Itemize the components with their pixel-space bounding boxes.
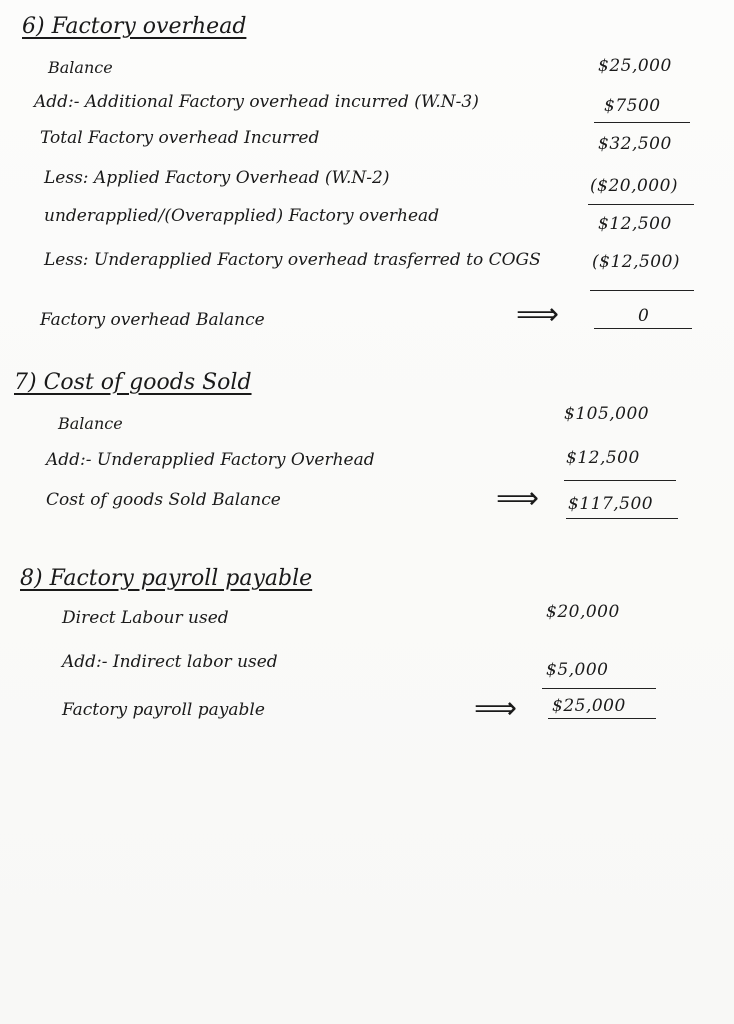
s8-row-indirect-amount: $5,000	[546, 660, 609, 680]
s8-underline-1	[542, 688, 656, 689]
s7-underline-2	[566, 518, 678, 519]
s6-row-additional-label: Add:- Additional Factory overhead incurred (W.N-3)	[34, 92, 479, 112]
s6-row-underapplied-amount: $12,500	[598, 214, 672, 234]
section-8-heading: 8) Factory payroll payable	[20, 566, 313, 591]
s6-row-total-label: Total Factory overhead Incurred	[40, 128, 320, 148]
s6-row-transfer-label: Less: Underapplied Factory overhead trasferred to COGS	[44, 250, 541, 270]
s6-row-applied-label: Less: Applied Factory Overhead (W.N-2)	[44, 168, 390, 188]
s7-row-add-label: Add:- Underapplied Factory Overhead	[46, 450, 375, 470]
s8-result-arrow: ⟹	[474, 691, 518, 726]
section-7-heading: 7) Cost of goods Sold	[14, 370, 252, 395]
s8-row-final-label: Factory payroll payable	[62, 700, 265, 720]
s8-row-final-amount: $25,000	[552, 696, 626, 716]
s6-row-underapplied-label: underapplied/(Overapplied) Factory overhead	[44, 206, 440, 226]
s7-row-add-amount: $12,500	[566, 448, 640, 468]
s6-row-final-label: Factory overhead Balance	[40, 310, 265, 330]
s6-row-transfer-amount: ($12,500)	[592, 252, 681, 272]
s6-underline-1	[594, 122, 690, 123]
s8-row-direct-amount: $20,000	[546, 602, 620, 622]
s6-underline-4	[594, 328, 692, 329]
s8-row-indirect-label: Add:- Indirect labor used	[62, 652, 278, 672]
s7-row-final-amount: $117,500	[568, 494, 654, 514]
s8-underline-2	[548, 718, 656, 719]
s6-row-additional-amount: $7500	[604, 96, 661, 116]
s7-underline-1	[564, 480, 676, 481]
s7-result-arrow: ⟹	[496, 481, 540, 516]
s6-row-total-amount: $32,500	[598, 134, 672, 154]
s7-row-balance-amount: $105,000	[564, 404, 650, 424]
s7-row-final-label: Cost of goods Sold Balance	[46, 490, 281, 510]
s6-row-balance-label: Balance	[48, 58, 113, 77]
section-6-heading: 6) Factory overhead	[22, 14, 247, 39]
s6-row-balance-amount: $25,000	[598, 56, 672, 76]
s6-result-arrow: ⟹	[516, 297, 560, 332]
s7-row-balance-label: Balance	[58, 414, 123, 433]
s6-underline-2	[588, 204, 694, 205]
s6-row-applied-amount: ($20,000)	[590, 176, 679, 196]
s8-row-direct-label: Direct Labour used	[62, 608, 229, 628]
s6-underline-3	[590, 290, 694, 291]
s6-row-final-amount: 0	[638, 306, 650, 326]
